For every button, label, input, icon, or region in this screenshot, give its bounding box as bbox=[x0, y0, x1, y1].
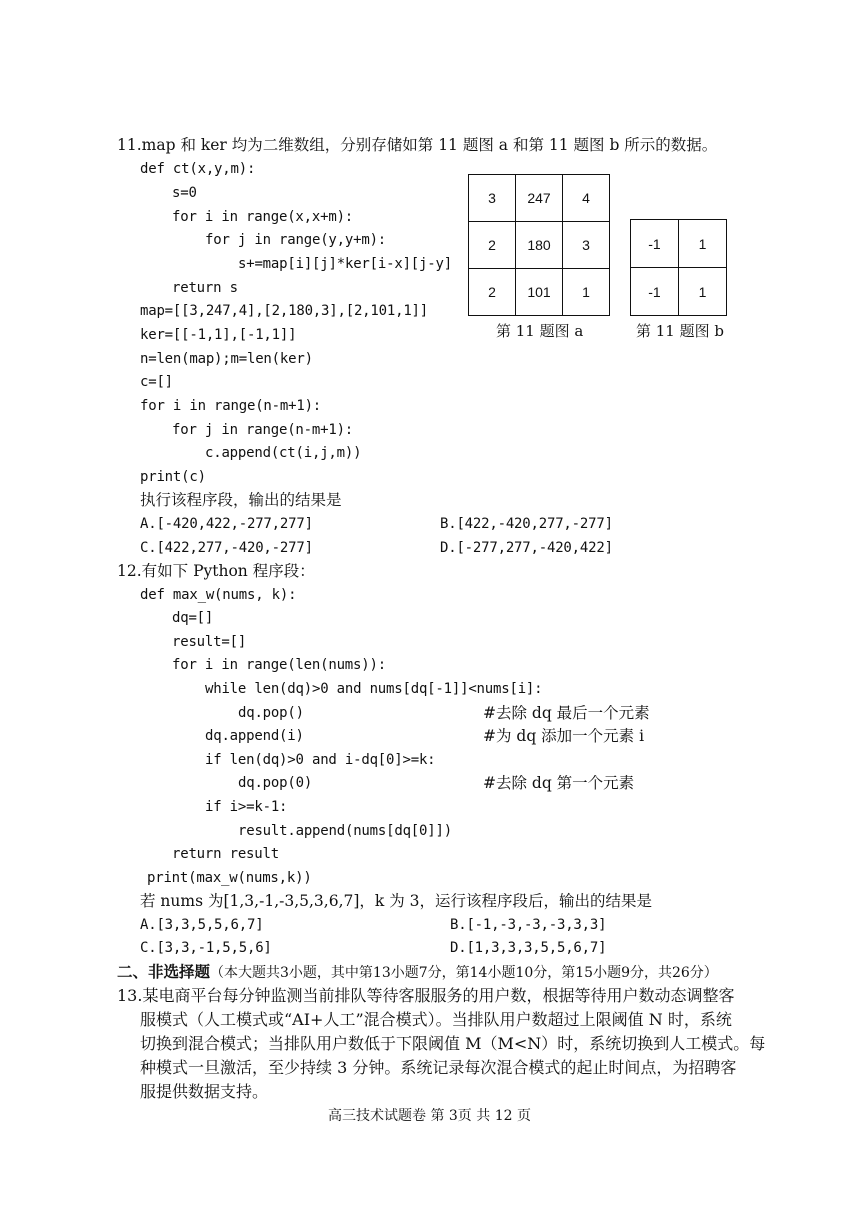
q13-line: 13.某电商平台每分钟监测当前排队等待客服服务的用户数，根据等待用户数动态调整客 bbox=[117, 986, 735, 1005]
q12-option-a: A.[3,3,5,5,6,7] bbox=[140, 917, 264, 933]
grid-cell: 1 bbox=[563, 269, 610, 316]
code-comment: #为 dq 添加一个元素 i bbox=[483, 727, 645, 745]
grid-cell: 3 bbox=[469, 175, 516, 222]
q13-line: 服模式（人工模式或“AI+人工”混合模式）。当排队用户数超过上限阈值 N 时，系统 bbox=[140, 1010, 732, 1029]
q13-line: 服提供数据支持。 bbox=[140, 1082, 269, 1101]
figure-a-caption: 第 11 题图 a bbox=[496, 322, 584, 340]
code-line: while len(dq)>0 and nums[dq[-1]]<nums[i]: bbox=[205, 681, 543, 697]
q11-option-c: C.[422,277,-420,-277] bbox=[140, 540, 313, 556]
code-line: result=[] bbox=[172, 634, 247, 650]
code-line: for j in range(y,y+m): bbox=[205, 232, 387, 248]
code-line: dq.pop(0) bbox=[238, 775, 313, 791]
code-comment: #去除 dq 第一个元素 bbox=[483, 774, 635, 792]
code-line: result.append(nums[dq[0]]) bbox=[238, 823, 452, 839]
grid-cell: 4 bbox=[563, 175, 610, 222]
figure-a-grid bbox=[468, 174, 610, 316]
code-line: dq.append(i) bbox=[205, 728, 304, 744]
code-line: for i in range(n-m+1): bbox=[140, 398, 322, 414]
code-line: return result bbox=[172, 846, 279, 862]
code-line: n=len(map);m=len(ker) bbox=[140, 351, 313, 367]
section-heading bbox=[117, 962, 718, 983]
figure-b-grid bbox=[630, 219, 727, 316]
q12-option-d: D.[1,3,3,3,5,5,6,7] bbox=[450, 940, 607, 956]
code-line: print(c) bbox=[140, 469, 206, 485]
q13-line: 种模式一旦激活，至少持续 3 分钟。系统记录每次混合模式的起止时间点，为招聘客 bbox=[140, 1058, 737, 1077]
page-footer: 高三技术试题卷 第 3页 共 12 页 bbox=[328, 1108, 531, 1124]
figure-b-caption: 第 11 题图 b bbox=[636, 322, 724, 340]
grid-cell: 101 bbox=[516, 269, 563, 316]
q12-stem: 12.有如下 Python 程序段： bbox=[117, 562, 315, 580]
code-line: s=0 bbox=[172, 185, 197, 201]
code-line: dq=[] bbox=[172, 610, 214, 626]
code-line: c.append(ct(i,j,m)) bbox=[205, 445, 362, 461]
code-line: map=[[3,247,4],[2,180,3],[2,101,1]] bbox=[140, 303, 429, 319]
q11-option-d: D.[-277,277,-420,422] bbox=[440, 540, 613, 556]
code-line: def ct(x,y,m): bbox=[140, 161, 256, 177]
q12-question: 若 nums 为[1,3,-1,-3,5,3,6,7]，k 为 3，运行该程序段后，输出的结果是 bbox=[140, 892, 653, 910]
q12-option-c: C.[3,3,-1,5,5,6] bbox=[140, 940, 272, 956]
grid-cell: 247 bbox=[516, 175, 563, 222]
section-note: （本大题共3小题，其中第13小题7分，第14小题10分，第15小题9分，共26分） bbox=[210, 965, 718, 981]
code-line: for i in range(len(nums)): bbox=[172, 657, 386, 673]
q11-question: 执行该程序段，输出的结果是 bbox=[140, 491, 342, 509]
q11-option-b: B.[422,-420,277,-277] bbox=[440, 516, 613, 532]
code-line: print(max_w(nums,k)) bbox=[147, 870, 312, 886]
q12-option-b: B.[-1,-3,-3,-3,3,3] bbox=[450, 917, 607, 933]
q11-stem: 11.map 和 ker 均为二维数组，分别存储如第 11 题图 a 和第 11 题图 b 所示的数据。 bbox=[117, 136, 718, 154]
code-line: if len(dq)>0 and i-dq[0]>=k: bbox=[205, 752, 436, 768]
grid-cell: -1 bbox=[631, 220, 679, 268]
code-comment: #去除 dq 最后一个元素 bbox=[483, 704, 650, 722]
grid-cell: 1 bbox=[679, 268, 727, 316]
code-line: s+=map[i][j]*ker[i-x][j-y] bbox=[238, 256, 452, 272]
code-line: for i in range(x,x+m): bbox=[172, 209, 354, 225]
grid-cell: 1 bbox=[679, 220, 727, 268]
grid-cell: 2 bbox=[469, 269, 516, 316]
code-line: return s bbox=[172, 280, 238, 296]
code-line: c=[] bbox=[140, 374, 173, 390]
grid-cell: 3 bbox=[563, 222, 610, 269]
code-line: if i>=k-1: bbox=[205, 799, 288, 815]
code-line: for j in range(n-m+1): bbox=[172, 422, 354, 438]
code-line: def max_w(nums, k): bbox=[140, 587, 297, 603]
grid-cell: 180 bbox=[516, 222, 563, 269]
code-line: dq.pop() bbox=[238, 705, 304, 721]
grid-cell: 2 bbox=[469, 222, 516, 269]
code-line: ker=[[-1,1],[-1,1]] bbox=[140, 327, 297, 343]
grid-cell: -1 bbox=[631, 268, 679, 316]
section-title: 二、非选择题 bbox=[117, 962, 211, 981]
q11-option-a: A.[-420,422,-277,277] bbox=[140, 516, 313, 532]
q13-line: 切换到混合模式；当排队用户数低于下限阈值 M（M<N）时，系统切换到人工模式。每 bbox=[140, 1034, 766, 1053]
